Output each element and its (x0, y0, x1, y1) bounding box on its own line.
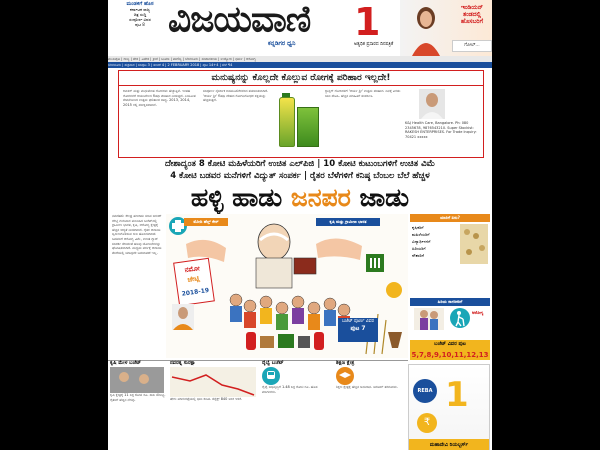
medicine-bottle-icon (279, 97, 295, 147)
list-item: ಹಿರಿಯರಿಗೆ (412, 246, 426, 251)
ad-column-1: ಕಾಂಸರ್ ಮತ್ತು ಮಧುಮೇಹ ರೋಗಗಳು ಹೆಚ್ಚುತ್ತಿವೆ. ಇಂತಹ ರೋಗಗಳಿಗೆ ಆಯುರ್ವೇದ ಔಷಧಿ ಪರಿಹಾರ ನೀಡುತ್ತದೆ. ನಿಯಮಿತ ಸೇವನೆಯಿಂದ ಉತ್ತಮ ಫಲಿತಾಂಶ ಸಾಧ್ಯ. 2013, 2014, 2015 ರಲ್ಲಿ ಪರೀಕ್ಷಿಸಲಾಗಿದೆ. (123, 89, 196, 107)
masthead-left-line: ಚಿತ್ರ ಸುದ್ದಿ (133, 12, 147, 17)
people-photo-icon (110, 367, 164, 393)
bottom-story-4 (336, 360, 406, 450)
list-item: ಮಹಿಳೆಯರಿಗೆ (412, 232, 430, 237)
main-headline (118, 183, 482, 213)
rupee-icon: ₹ (417, 413, 437, 433)
headline-line-2: 4 ಕೋಟಿ ಬಡವರ ಮನೆಗಳಿಗೆ ವಿದ್ಯುತ್ ಸಂಪರ್ಕ | ರೈತರ ಬೆಳೆಗಳಿಗೆ ಕನಿಷ್ಠ ಬೆಂಬಲ ಬೆಲೆ ಹೆಚ್ಚಳ (170, 171, 430, 181)
right-head-1: ಯಾರಿಗೆ ಏನು? (410, 214, 490, 222)
bottom-story-4-head: ಶಿಕ್ಷಣ ಕ್ಷೇತ್ರ (336, 360, 355, 366)
budget-illustration (166, 214, 408, 358)
bottom-story-2 (170, 360, 258, 450)
woman-photo-icon (406, 4, 446, 56)
newspaper-title: ವಿಜಯವಾಣಿ (168, 0, 311, 40)
ayurveda-ad (118, 70, 484, 158)
ad-headline: ಮನುಷ್ಯನನ್ನು ಕೊಲ್ಲದೇ ಕೊಲ್ಲುವ ರೋಗಕ್ಕೆ ಪರಿಹಾರ ಇಲ್ಲದೇ! (119, 71, 483, 86)
minister-photo-icon (172, 304, 194, 330)
pages-box-label: ಬಜೆಟ್ ಪೂರ್ಣ ವಿವರ (341, 319, 375, 324)
dateline-strip: ಬೆಂಗಳೂರು | ಶುಕ್ರವಾರ | ಸಂಪುಟ 3 | ಸಂಚಿಕೆ 4 | 2 FEBRUARY 2018 | ಪುಟ 14+4 | ಬೆಲೆ ₹4 (108, 62, 492, 68)
ad-contact: K&J Health Care, Bangalore. Ph: 080 2345678, 9876543210. Super Stockist: RAKESH ENTERPRISES. For Trade Inquiry: 70421 xxxxx (405, 121, 477, 139)
ad-column-2: ಸಂಪೂರ್ಣ ನೈಸರ್ಗಿಕ ಗಿಡಮೂಲಿಕೆಗಳಿಂದ ತಯಾರಿಸಲಾಗಿದೆ. 'ಆರ್ಯ ಶ್ರೀ' ಔಷಧಿ ದೇಹದ ರೋಗನಿರೋಧಕ ಶಕ್ತಿಯನ್ನು ಹೆಚ್ಚಿಸುತ್ತದೆ. (203, 89, 269, 103)
masthead-left-line: ಸಂಪೂರ್ಣ ವಿವರ (129, 17, 151, 22)
newspaper-subtitle: ಕನ್ನಡಿಗರ ಧ್ವನಿ (268, 40, 296, 47)
masthead-left-line: ಕರ್ನಾಟಕ ರಾಜ್ಯ (130, 7, 150, 12)
education-icon (336, 367, 354, 385)
list-item: ನೌಕರರಿಗೆ (412, 253, 425, 258)
right-head-2: ಹಿರಿಯ ನಾಗರಿಕರಿಗೆ (410, 298, 490, 306)
list-item: ವಿದ್ಯಾರ್ಥಿಗಳಿಗೆ (412, 239, 431, 244)
bottom-story-1 (110, 360, 166, 450)
list-item: ಕೃಷಿಕರಿಗೆ (412, 225, 424, 230)
reba-number: 1 (445, 375, 469, 415)
pages-box (338, 318, 378, 342)
bottom-story-3-head: ರೈಲ್ವೆ ಬಜೆಟ್ (262, 360, 284, 366)
masthead-ad-head: ಇಂಡಿಯನ್ ತಂಡದಲ್ಲಿ ಹೊಸಬರಿಗೆ (460, 4, 484, 25)
bottom-story-2-head: ನವರತ್ನ ಸುರಕ್ಷಾ (170, 360, 196, 366)
bottom-story-4-text: ಶಿಕ್ಷಣ ಕ್ಷೇತ್ರಕ್ಕೆ ಹೆಚ್ಚಿನ ಅನುದಾನ. ಡಿಜಿಟಲ್ ತರಗತಿಗಳು. (336, 385, 399, 389)
masthead-left-label: ಮಂಡಳಿಗೆ ಹೊಸ (126, 1, 154, 7)
grain-photo-icon (460, 224, 488, 264)
bottom-story-1-text: ಕೃಷಿ ಕ್ಷೇತ್ರಕ್ಕೆ 11 ಲಕ್ಷ ಕೋಟಿ ರೂ. ಸಾಲ ಸೌಲಭ್ಯ. ರೈತರಿಗೆ ಹೆಚ್ಚಿನ ನೆರವು. (110, 393, 166, 402)
badge-caption: ಅತ್ಯಧಿಕ ಪ್ರಸಾರದ ದಿನಪತ್ರಿಕೆ (354, 42, 394, 47)
masthead-left-box (112, 2, 168, 54)
section-nav[interactable]: ಮುಖಪುಟ | ರಾಜ್ಯ | ದೇಶ | ವಿದೇಶ | ಕ್ರೀಡೆ | ಸಿನಿಮಾ | ವಾಣಿಜ್ಯ | ಬೆಂಗಳೂರು | ಸಂಪಾದಕೀಯ | ಉದ್ಯೋಗ | ಧರ್ಮ | ಆರೋಗ್ಯ (108, 56, 492, 62)
right-head-3: ಆರೋಗ್ಯ (472, 310, 484, 315)
masthead-left-line: ಪುಟ 8 (135, 22, 145, 27)
main-headline-part-3: ಜಾಡು (350, 183, 410, 212)
budget-sub: ಜೇಟ್ಲಿ (186, 274, 201, 284)
pages-index-label: ಬಜೆಟ್ ವಿವರ ಪುಟ (434, 341, 466, 347)
main-headline-part-2: ಜನಪರ (290, 183, 351, 212)
bottom-story-1-head: ಕೃಷಿ ಮೇಳ ಬಜೆಟ್ (110, 360, 141, 366)
medicine-box-icon (297, 107, 319, 147)
pages-box-value: ಪುಟ 7 (350, 325, 366, 332)
budget-word: ನಮೋ (184, 264, 201, 275)
budget-year: 2018-19 (181, 287, 210, 298)
bottom-story-3-text: ರೈಲ್ವೆ ಅಭಿವೃದ್ಧಿಗೆ 1.48 ಲಕ್ಷ ಕೋಟಿ ರೂ. ಹೊಸ ಮಾರ್ಗಗಳು. (262, 385, 318, 394)
newspaper-page (108, 0, 492, 450)
badge-number: 1 (354, 0, 381, 44)
right-column (410, 214, 490, 374)
masthead-ad-tag: ಗೋಲ್... (452, 40, 492, 52)
masthead-ad (400, 0, 492, 56)
senior-walking-icon (450, 308, 470, 328)
elderly-couple-icon (414, 308, 444, 330)
bottom-strip (108, 360, 492, 450)
main-headline-part-1: ಹಳ್ಳಿ ಹಾಡು (190, 183, 291, 212)
train-icon (262, 367, 280, 385)
reba-logo: REBA (413, 379, 437, 403)
headline-line-1: ದೇಶಾದ್ಯಂತ 8 ಕೋಟಿ ಮಹಿಳೆಯರಿಗೆ ಉಚಿತ ಎಲ್‌ಪಿಜಿ | 10 ಕೋಟಿ ಕುಟುಂಬಗಳಿಗೆ ಉಚಿತ ವಿಮೆ (164, 159, 435, 169)
ad-column-3: ಕ್ಯಾನ್ಸರ್ ರೋಗಿಗಳಿಗೆ 'ಆರ್ಯ ಶ್ರೀ' ಉತ್ತಮ ಪರಿಹಾರ. ದಿನಕ್ಕೆ ಎರಡು ಬಾರಿ ಸೇವಿಸಿ. ಹೆಚ್ಚಿನ ಮಾಹಿತಿಗೆ ಸಂಪರ್ಕಿಸಿ. (325, 89, 401, 98)
rural-india-label: ಕೃಷಿ ಮತ್ತು ಗ್ರಾಮೀಣ ಭಾರತ (316, 218, 380, 226)
health-care-label: ಮೋದಿ ಹೆಲ್ತ್ ಕೇರ್ (184, 218, 228, 226)
reba-ad (408, 364, 490, 450)
budget-stamp (173, 258, 215, 307)
doctor-photo-icon (419, 89, 445, 119)
number-one-badge (354, 2, 394, 52)
lead-story-text: ನವದೆಹಲಿ: ಕೇಂದ್ರ ಹಣಕಾಸು ಸಚಿವ ಅರುಣ್ ಜೇಟ್ಲಿ ಗುರುವಾರ ಮಂಡಿಸಿದ ಬಜೆಟ್‌ನಲ್ಲಿ ಗ್ರಾಮೀಣ ಭಾರತ, ಕೃಷಿ, ಆರೋಗ್ಯ ಕ್ಷೇತ್ರಕ್ಕೆ ಹೆಚ್ಚಿನ ಆದ್ಯತೆ ನೀಡಲಾಗಿದೆ. ರೈತರ ಆದಾಯ ದ್ವಿಗುಣಗೊಳಿಸುವ ಗುರಿ ಹೊಂದಲಾಗಿದೆ. ಬಡವರಿಗೆ ಆರೋಗ್ಯ ವಿಮೆ, ಉಚಿತ ಗ್ಯಾಸ್ ಸಂಪರ್ಕ ಸೇರಿದಂತೆ ಹಲವು ಯೋಜನೆಗಳನ್ನು ಘೋಷಿಸಲಾಗಿದೆ. ಮಧ್ಯಮ ವರ್ಗಕ್ಕೆ ಆದಾಯ ತೆರಿಗೆಯಲ್ಲಿ ಯಾವುದೇ ಬದಲಾವಣೆ ಇಲ್ಲ. (112, 214, 162, 255)
market-chart-icon (170, 367, 256, 397)
pages-index-list: 5,7,8,9,10,11,12,13 (411, 351, 489, 359)
bottom-story-3 (262, 360, 332, 450)
reba-footer: ಮಹಾದೇವಿ ರಿಯಲ್ಟರ್ಸ್ (409, 439, 489, 450)
beneficiary-list (412, 224, 456, 259)
bottom-story-2-text: ಷೇರು ಮಾರುಕಟ್ಟೆಯಲ್ಲಿ ಭಾರಿ ಕುಸಿತ. ಸೆನ್ಸೆಕ್ಸ್ 840 ಅಂಕ ಇಳಿಕೆ. (170, 397, 243, 401)
